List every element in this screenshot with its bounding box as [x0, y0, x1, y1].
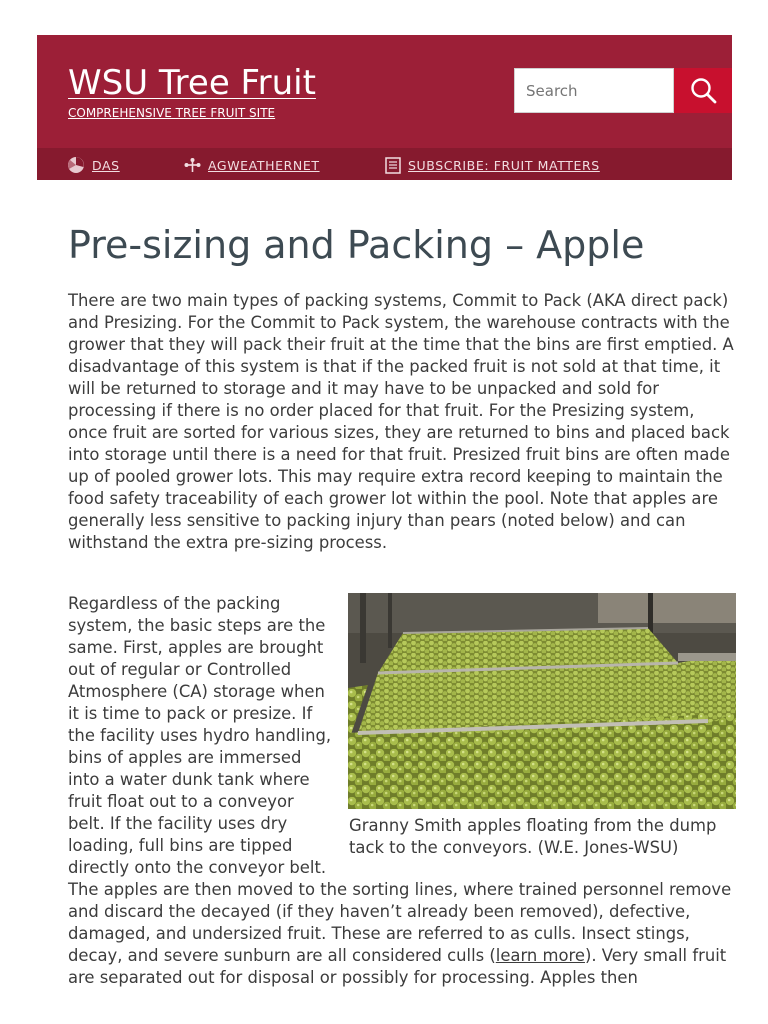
- nav-agweathernet-label: AGWEATHERNET: [208, 157, 320, 173]
- site-header: [37, 35, 732, 180]
- search-button[interactable]: [674, 68, 732, 113]
- article-figure: [348, 593, 736, 859]
- site-title-link[interactable]: WSU Tree Fruit: [68, 63, 316, 103]
- newsletter-icon: [385, 157, 401, 174]
- das-pie-icon: [67, 156, 85, 174]
- weather-station-icon: [184, 157, 201, 173]
- intro-paragraph: There are two main types of packing systems, Commit to Pack (AKA direct pack) and Presizing. For the Commit to Pack system, the warehouse contracts with the grower that they will pack their fruit at the time that the bins are first emptied. A disadvantage of this system is that if the packed fruit is not sold at that time, it will be returned to storage and it may have to be unpacked and sold for processing if there is no order placed for that fruit. For the Presizing system, once fruit are sorted for various sizes, they are returned to bins and placed back into storage until there is a need for that fruit. Presized fruit bins are often made up of pooled grower lots. This may require extra record keeping to maintain the food safety traceability of each grower lot within the pool. Note that apples are generally less sensitive to packing injury than pears (noted below) and can withstand the extra pre-sizing process.: [68, 291, 734, 552]
- process-text-start: Regardless of the packing system, the basic steps are the same. First, apples are brought out of regular or Controlled Atmosphere (CA) storage when it is time to pack or presize. If the facility uses hydro handling, bins of apples are immersed into a water dunk tank where fruit float out to a conveyor belt. If the facility uses dry loading, full bins are tipped directly onto the conveyor belt. The apples are then moved to the sorting lines, where trained personnel remove and discard the decayed (if they haven’t already been removed), defective, damaged, and undersized fruit. These are referred to as culls. Insect stings, decay, and severe sunburn are all considered culls (: [68, 594, 732, 965]
- search-icon: [690, 77, 718, 105]
- nav-das-label: DAS: [92, 157, 120, 173]
- article-body: [68, 593, 736, 989]
- search-input[interactable]: [515, 69, 666, 112]
- nav-subscribe-label: SUBSCRIBE: FRUIT MATTERS: [408, 157, 600, 173]
- apples-conveyor-photo: [348, 593, 736, 809]
- figure-caption: Granny Smith apples floating from the dump tack to the conveyors. (W.E. Jones-WSU): [349, 816, 717, 857]
- nav-subscribe[interactable]: [385, 156, 600, 174]
- utility-nav: [37, 148, 732, 180]
- nav-agweathernet[interactable]: [184, 156, 320, 174]
- site-subtitle-link[interactable]: COMPREHENSIVE TREE FRUIT SITE: [68, 106, 276, 120]
- nav-das[interactable]: [67, 156, 120, 174]
- search-field[interactable]: [514, 68, 674, 113]
- process-text-end: ). Very small fruit are separated out for disposal or possibly for processing. Apples then: [68, 946, 727, 987]
- learn-more-link[interactable]: learn more: [495, 946, 585, 965]
- page-title: Pre-sizing and Packing – Apple: [68, 223, 645, 267]
